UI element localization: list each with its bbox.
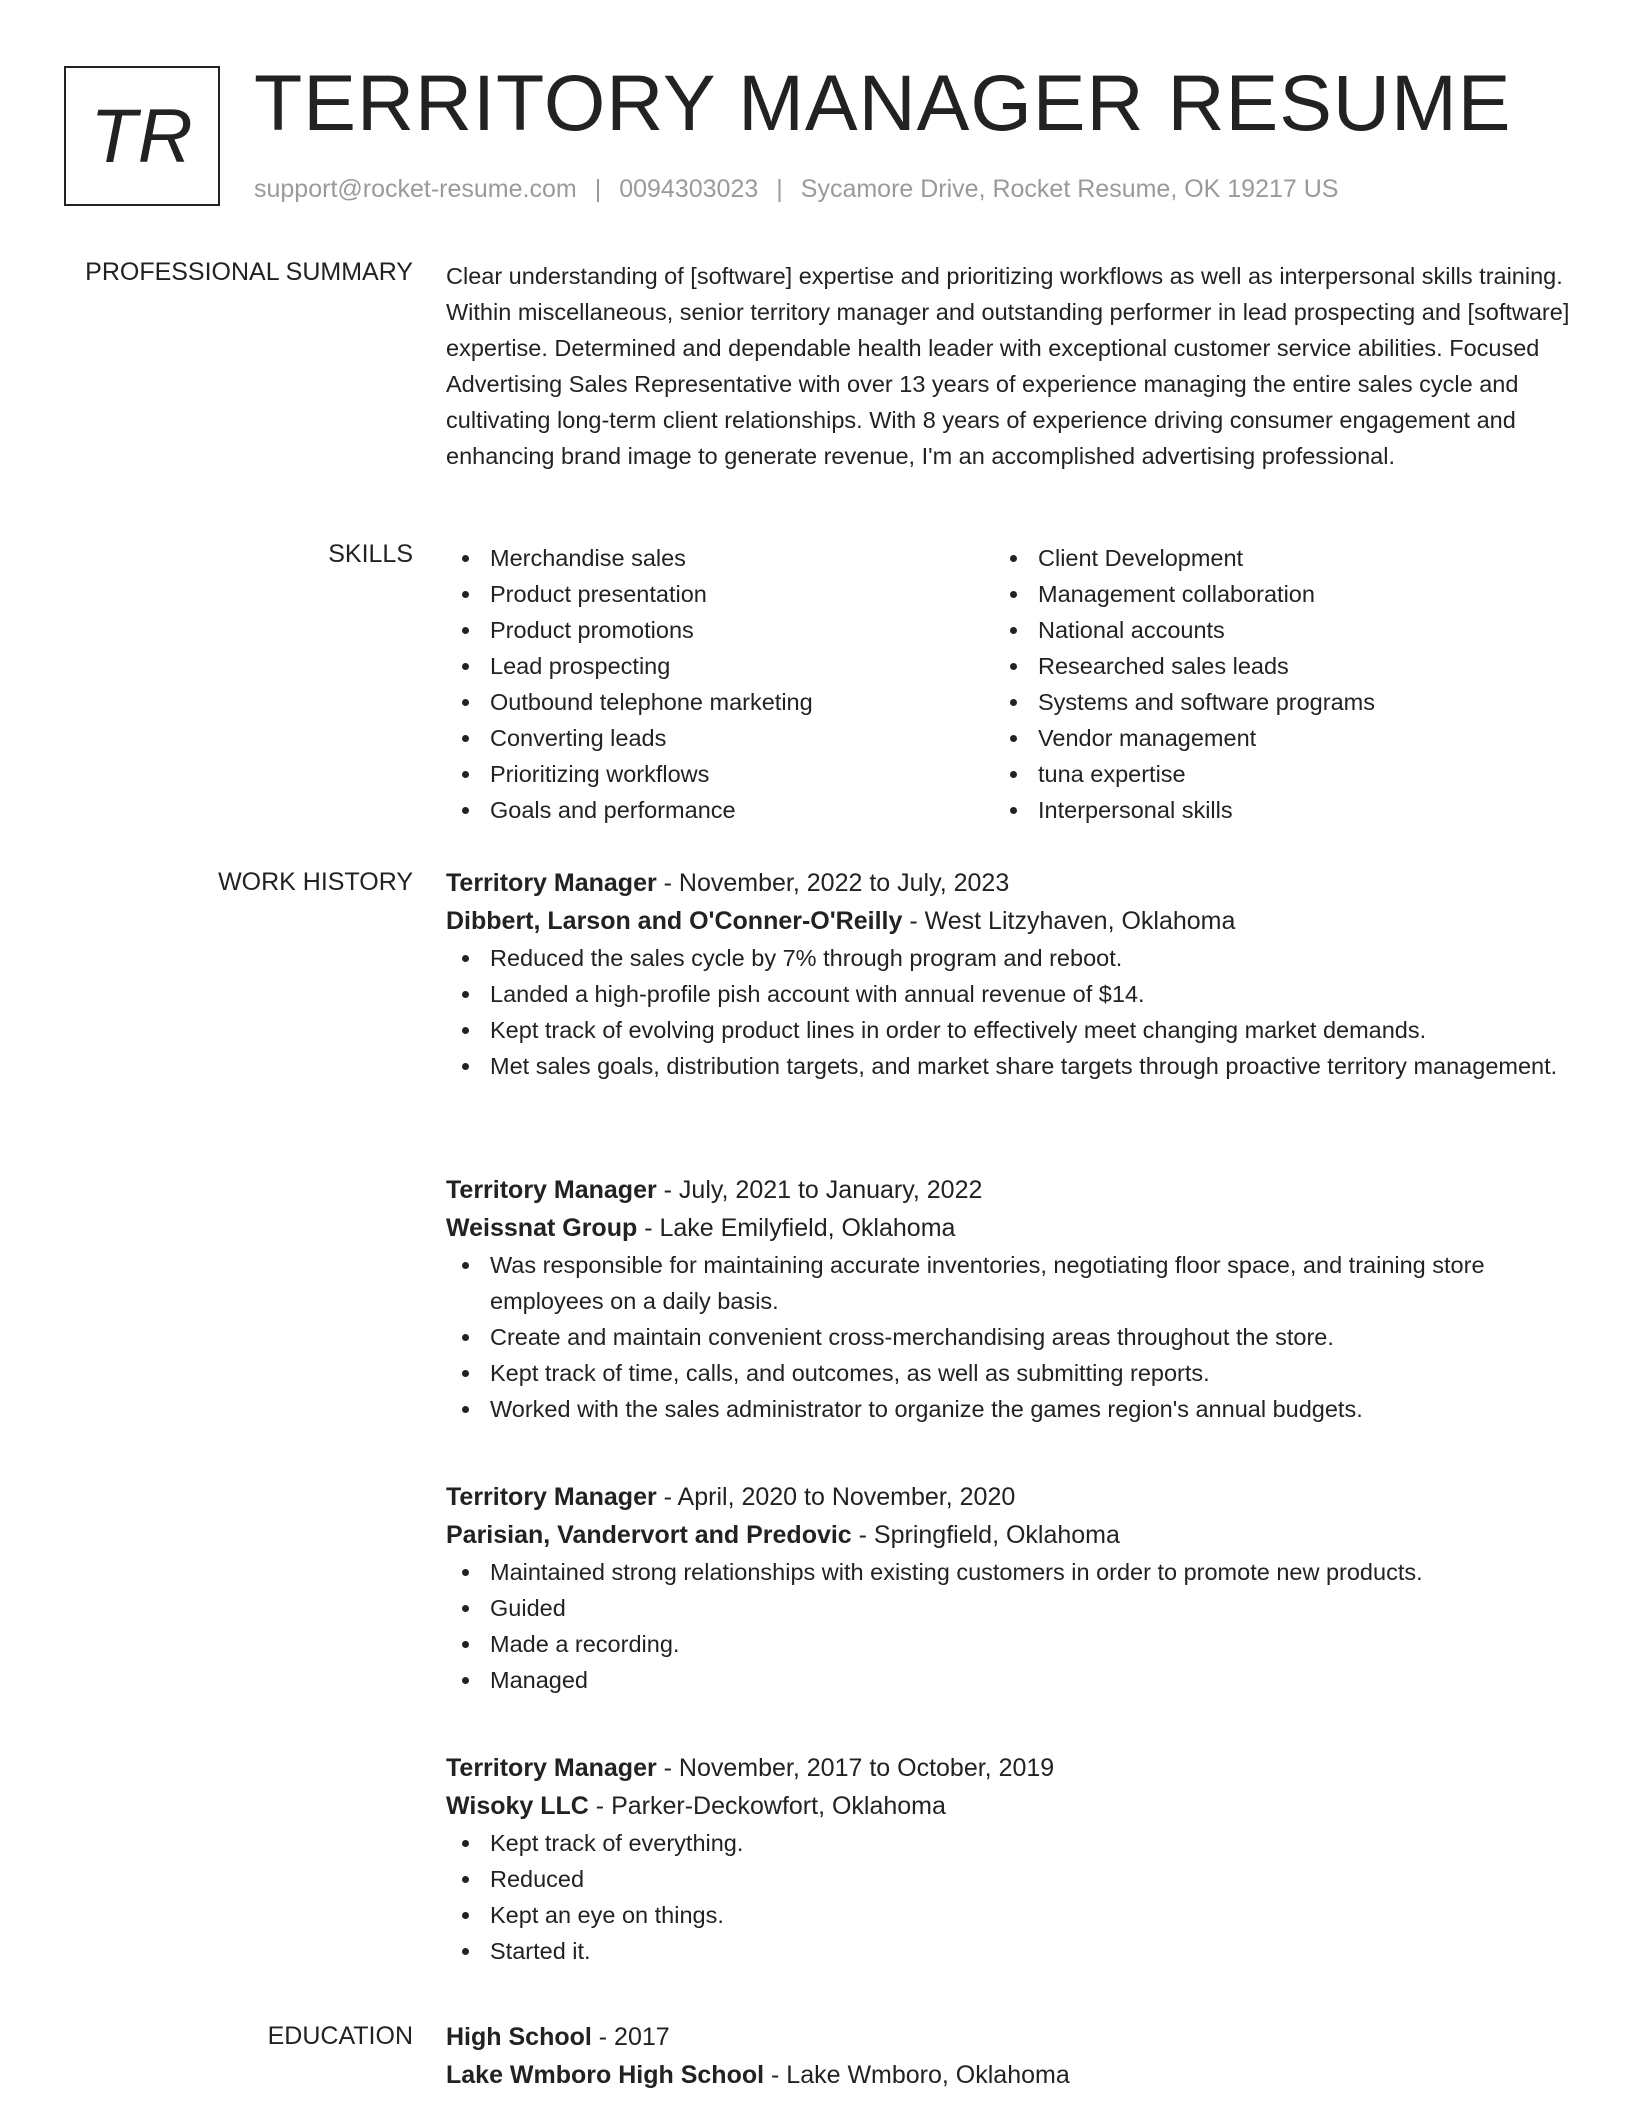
job-location: - Parker-Deckowfort, Oklahoma xyxy=(588,1792,946,1820)
job-company-line xyxy=(446,1209,1570,1247)
job-company: Dibbert, Larson and O'Conner-O'Reilly xyxy=(446,907,903,935)
duty-item: Landed a high-profile pish account with annual revenue of $14. xyxy=(446,976,1570,1012)
job-dates: - July, 2021 to January, 2022 xyxy=(656,1176,983,1204)
skill-item: Client Development xyxy=(994,540,1542,576)
contact-phone[interactable]: 0094303023 xyxy=(619,175,759,203)
job-entry xyxy=(446,864,1570,1084)
education-school-line xyxy=(446,2056,1570,2094)
job-location: - Springfield, Oklahoma xyxy=(851,1521,1120,1549)
education-degree-line xyxy=(446,2018,1570,2056)
job-title: Territory Manager xyxy=(446,869,657,897)
contact-address: Sycamore Drive, Rocket Resume, OK 19217 US xyxy=(800,175,1339,203)
duty-item: Kept track of time, calls, and outcomes, as well as submitting reports. xyxy=(446,1355,1570,1391)
job-entry xyxy=(446,1478,1570,1698)
job-title: Territory Manager xyxy=(446,1754,657,1782)
duty-item: Met sales goals, distribution targets, and market share targets through proactive territory management. xyxy=(446,1048,1570,1084)
contact-separator: | xyxy=(776,175,783,203)
job-duties xyxy=(446,1247,1570,1427)
education-year: - 2017 xyxy=(591,2023,670,2051)
job-title-line xyxy=(446,1478,1570,1516)
skills-column-right xyxy=(994,540,1542,828)
job-title: Territory Manager xyxy=(446,1176,657,1204)
section-label-work-history: WORK HISTORY xyxy=(218,868,413,896)
skill-item: Outbound telephone marketing xyxy=(446,684,994,720)
job-dates: - November, 2022 to July, 2023 xyxy=(656,869,1010,897)
duty-item: Kept track of everything. xyxy=(446,1825,1570,1861)
job-company-line xyxy=(446,1516,1570,1554)
education-location: - Lake Wmboro, Oklahoma xyxy=(764,2061,1070,2089)
duty-item: Maintained strong relationships with existing customers in order to promote new products. xyxy=(446,1554,1570,1590)
skill-item: Management collaboration xyxy=(994,576,1542,612)
duty-item: Worked with the sales administrator to organize the games region's annual budgets. xyxy=(446,1391,1570,1427)
section-label-skills: SKILLS xyxy=(328,540,413,568)
job-title: Territory Manager xyxy=(446,1483,657,1511)
job-company: Weissnat Group xyxy=(446,1214,638,1242)
job-location: - Lake Emilyfield, Oklahoma xyxy=(637,1214,956,1242)
job-duties xyxy=(446,940,1570,1084)
resume-title: TERRITORY MANAGER RESUME xyxy=(254,58,1512,147)
duty-item: Create and maintain convenient cross-merchandising areas throughout the store. xyxy=(446,1319,1570,1355)
job-location: - West Litzyhaven, Oklahoma xyxy=(902,907,1236,935)
duty-item: Managed xyxy=(446,1662,1570,1698)
contact-separator: | xyxy=(594,175,602,203)
skill-item: Vendor management xyxy=(994,720,1542,756)
skill-item: Goals and performance xyxy=(446,792,994,828)
job-title-line xyxy=(446,1749,1570,1787)
contact-email[interactable]: support@rocket-resume.com xyxy=(254,175,577,203)
duty-item: Reduced xyxy=(446,1861,1570,1897)
job-dates: - November, 2017 to October, 2019 xyxy=(656,1754,1055,1782)
job-dates: - April, 2020 to November, 2020 xyxy=(656,1483,1016,1511)
section-label-education: EDUCATION xyxy=(267,2022,413,2050)
education-entry xyxy=(446,2018,1570,2094)
duty-item: Started it. xyxy=(446,1933,1570,1969)
skill-item: Systems and software programs xyxy=(994,684,1542,720)
duty-item: Guided xyxy=(446,1590,1570,1626)
job-company-line xyxy=(446,1787,1570,1825)
skills-column-left xyxy=(446,540,994,828)
duty-item: Reduced the sales cycle by 7% through program and reboot. xyxy=(446,940,1570,976)
skill-item: Lead prospecting xyxy=(446,648,994,684)
skill-item: Product promotions xyxy=(446,612,994,648)
summary-text: Clear understanding of [software] expertise and prioritizing workflows as well as interpersonal skills training. Within miscellaneous, senior territory manager and outstanding performer in lead prospecting and [software] expertise. Determined and dependable health leader with exceptional customer service abilities. Focused Advertising Sales Representative with over 13 years of experience managing the entire sales cycle and cultivating long-term client relationships. With 8 years of experience driving consumer engagement and enhancing brand image to generate revenue, I'm an accomplished advertising professional. xyxy=(446,263,1570,469)
job-company: Wisoky LLC xyxy=(446,1792,589,1820)
education-degree: High School xyxy=(446,2023,592,2051)
skill-item: Merchandise sales xyxy=(446,540,994,576)
skill-item: Product presentation xyxy=(446,576,994,612)
skill-item: National accounts xyxy=(994,612,1542,648)
monogram-badge xyxy=(64,66,220,206)
skill-item: tuna expertise xyxy=(994,756,1542,792)
job-title-line xyxy=(446,1171,1570,1209)
skills-list xyxy=(446,540,1570,828)
duty-item: Made a recording. xyxy=(446,1626,1570,1662)
job-title-line xyxy=(446,864,1570,902)
contact-line xyxy=(254,175,1338,204)
education-school: Lake Wmboro High School xyxy=(446,2061,765,2089)
duty-item: Kept an eye on things. xyxy=(446,1897,1570,1933)
job-company-line xyxy=(446,902,1570,940)
skill-item: Prioritizing workflows xyxy=(446,756,994,792)
job-company: Parisian, Vandervort and Predovic xyxy=(446,1521,852,1549)
duty-item: Kept track of evolving product lines in order to effectively meet changing market demands. xyxy=(446,1012,1570,1048)
skill-item: Interpersonal skills xyxy=(994,792,1542,828)
job-duties xyxy=(446,1554,1570,1698)
job-entry xyxy=(446,1749,1570,1969)
section-label-summary: PROFESSIONAL SUMMARY xyxy=(85,258,413,286)
duty-item: Was responsible for maintaining accurate inventories, negotiating floor space, and training store employees on a daily basis. xyxy=(446,1247,1570,1319)
job-duties xyxy=(446,1825,1570,1969)
skill-item: Researched sales leads xyxy=(994,648,1542,684)
monogram-initials: TR xyxy=(90,93,194,179)
skill-item: Converting leads xyxy=(446,720,994,756)
job-entry xyxy=(446,1171,1570,1427)
